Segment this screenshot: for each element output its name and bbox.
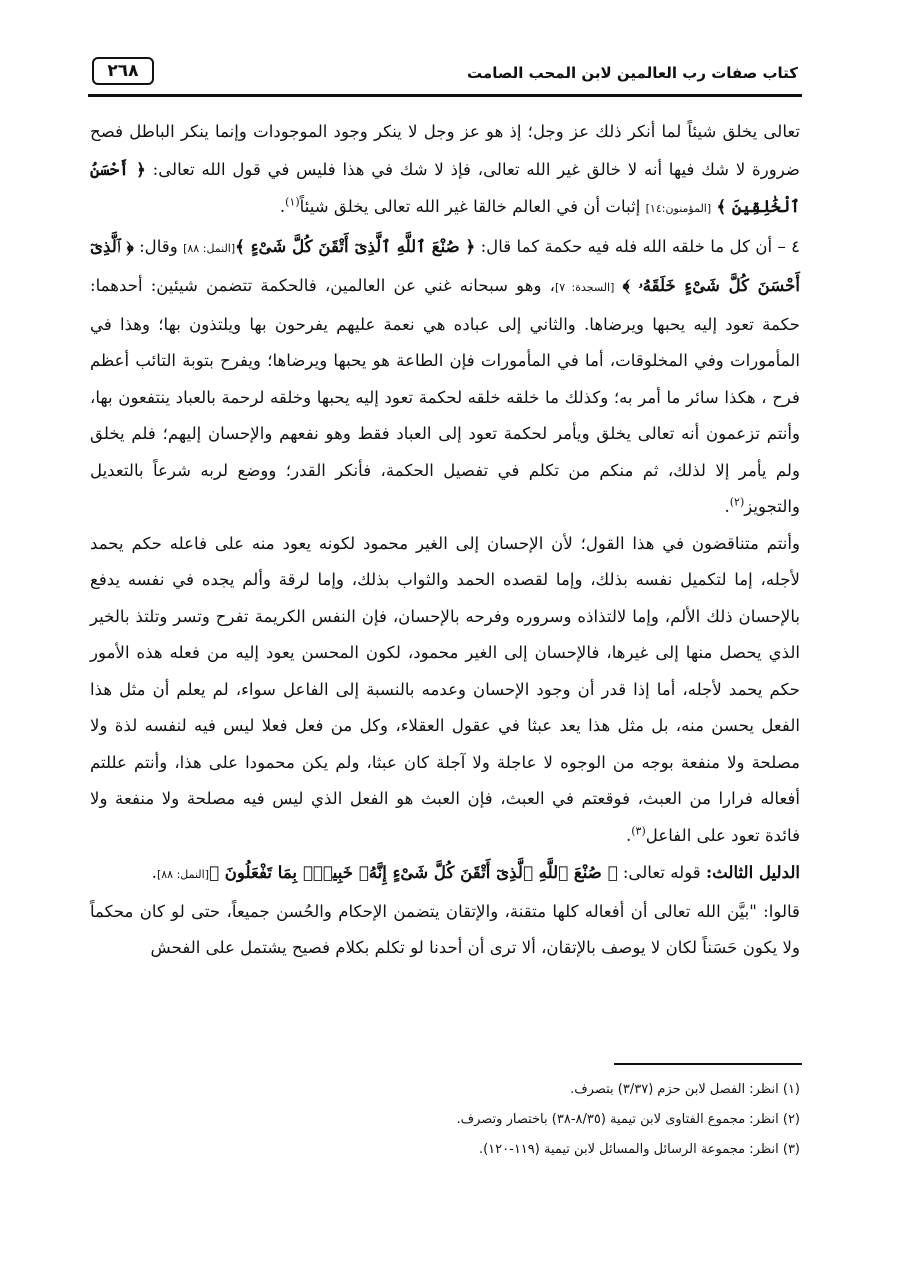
verse-reference: [النمل: ٨٨] [183,241,236,255]
section-heading: الدليل الثالث: [706,862,800,882]
text: إثبات أن في العالم خالقا غير الله تعالى يخلق شيئاً [299,197,646,216]
paragraph [90,228,800,526]
text: وقال: [133,236,184,256]
footnote-marker: (١) [285,195,300,209]
text: قالوا: "بيَّن الله تعالى أن أفعاله كلها متقنة، والإتقان يتضمن الإحكام والحُسن جميعاً، حتى لو كان محكماً ولا يكون حَسَناً لكان لا يوصف بالإتقان، ألا ترى أن أحدنا لو تكلم بكلام فصيح يشتمل على الفحش [90,901,800,957]
footnote-divider [614,1063,802,1065]
paragraph [90,526,800,855]
text: قوله تعالى: [617,863,706,882]
paragraph [90,854,800,894]
quran-verse: ﴿ صُنْعَ ٱللَّهِ ٱلَّذِىٓ أَتْقَنَ كُلَّ شَىْءٍ إِنَّهُۥ خَبِيرٌۢ بِمَا تَفْعَلُونَ ﴾ [209,862,618,882]
footnotes [90,1075,800,1165]
text: . [625,825,632,845]
quran-verse: ﴿ صُنْعَ ٱللَّهِ ٱلَّذِىٓ أَتْقَنَ كُلَّ شَىْءٍ ﴾ [235,235,476,256]
quran-verse: ﴿ ٱلَّذِىٓ أَحْسَنَ كُلَّ شَىْءٍ خَلَقَهُۥ ﴾ [90,235,800,295]
text: ، وهو سبحانه غني عن العالمين، فالحكمة تتضمن شيئين: أحدهما: حكمة تعود إليه يحبها ويرضاها. والثاني إلى عباده هي نعمة عليهم يفرحون بها ويلتذون بها؛ وهذا في المأمورات وفي المخلوقات، أما في المأمورات فإن الطاعة هو يحبها ويرضاها؛ ويفرح بتوبة التائب أعظم فرح ، هكذا سائر ما أمر به؛ وكذلك ما خلقه خلقه لحكمة تعود إليه يحبها وخلقه لرحمة بالعباد ينتفعون بها، وأنتم تزعمون أنه تعالى يخلق ويأمر لحكمة تعود إلى العباد فقط وهو نفعهم والإحسان إليهم؛ فلم يخلق ولم يأمر إلا لذلك، ثم منكم من تكلم في تفصيل الحكمة، فأنكر القدر؛ ووضع لربه شرعاً بالتعديل والتجويز [90,276,800,516]
footnote: (٢) انظر: مجموع الفتاوى لابن تيمية (٨/٣٥-٣٨) باختصار وتصرف. [456,1112,800,1127]
footnote: (١) انظر: الفصل لابن حزم (٣/٣٧) بتصرف. [570,1082,800,1097]
paragraph [90,894,800,967]
text: ٤ – أن كل ما خلقه الله فله فيه حكمة كما قال: [475,236,800,256]
verse-reference: [السجدة: ٧] [554,281,615,294]
text: . [724,497,730,516]
verse-reference: [النمل: ٨٨] [156,868,209,881]
text: تعالى يخلق شيئاً لما أنكر ذلك عز وجل؛ إذ هو عز وجل لا ينكر وجود الموجودات وإنما ينكر الباطل فصح ضرورة لا شك فيها أنه لا خالق غير الله تعالى، فإذ لا شك في هذا فليس في قول الله تعالى: [90,122,800,179]
footnote: (٣) انظر: مجموعة الرسائل والمسائل لابن تيمية (١١٩-١٢٠). [478,1142,800,1157]
book-title: كتاب صفات رب العالمين لابن المحب الصامت [467,64,798,82]
verse-reference: [المؤمنون:١٤] [645,202,712,215]
text: . [151,863,157,882]
page-number: ٢٦٨ [92,57,154,85]
footnote-marker: (٢) [729,495,745,509]
main-text [90,114,800,967]
paragraph [90,114,800,228]
footnote-marker: (٣) [631,823,646,837]
quran-verse: ﴿ أَحْسَنُ ٱلْخَٰلِقِينَ ﴾ [90,158,800,216]
page-header [88,56,802,97]
text: وأنتم متناقضون في هذا القول؛ لأن الإحسان إلى الغير محمود لكونه يعود منه على فاعله حكم يحمد لأجله، إما لتكميل نفسه بذلك، وإما لقصده الحمد والثواب بذلك، وإما لرقة وألم يجده في نفسه يدفع بالإحسان ذلك الألم، وإما لالتذاذه وسروره وفرحه بالإحسان، فإن النفس الكريمة تفرح وتسر وتلتذ بالخير الذي يحصل منها إلى غيرها، فالإحسان إلى الغير محمود، لكون المحسن يعود إليه من فعله هذه الأمور حكم يحمد لأجله، أما إذا قدر أن وجود الإحسان وعدمه بالنسبة إلى الفاعل سواء، لم يعلم أن مثل هذا الفعل يحسن منه، بل مثل هذا يعد عبثا في عقول العقلاء، وكل من فعل فعلا ليس فيه لنفسه لذة ولا مصلحة ولا منفعة بوجه من الوجوه لا عاجلة ولا آجلة كان عبثا، ولم يكن محمودا على هذا، وأنتم عللتم أفعاله فرارا من العبث، فوقعتم في العبث، فإن العبث هو الفعل الذي ليس فيه مصلحة ولا منفعة ولا فائدة تعود على الفاعل [90,533,800,845]
text: . [279,197,286,216]
